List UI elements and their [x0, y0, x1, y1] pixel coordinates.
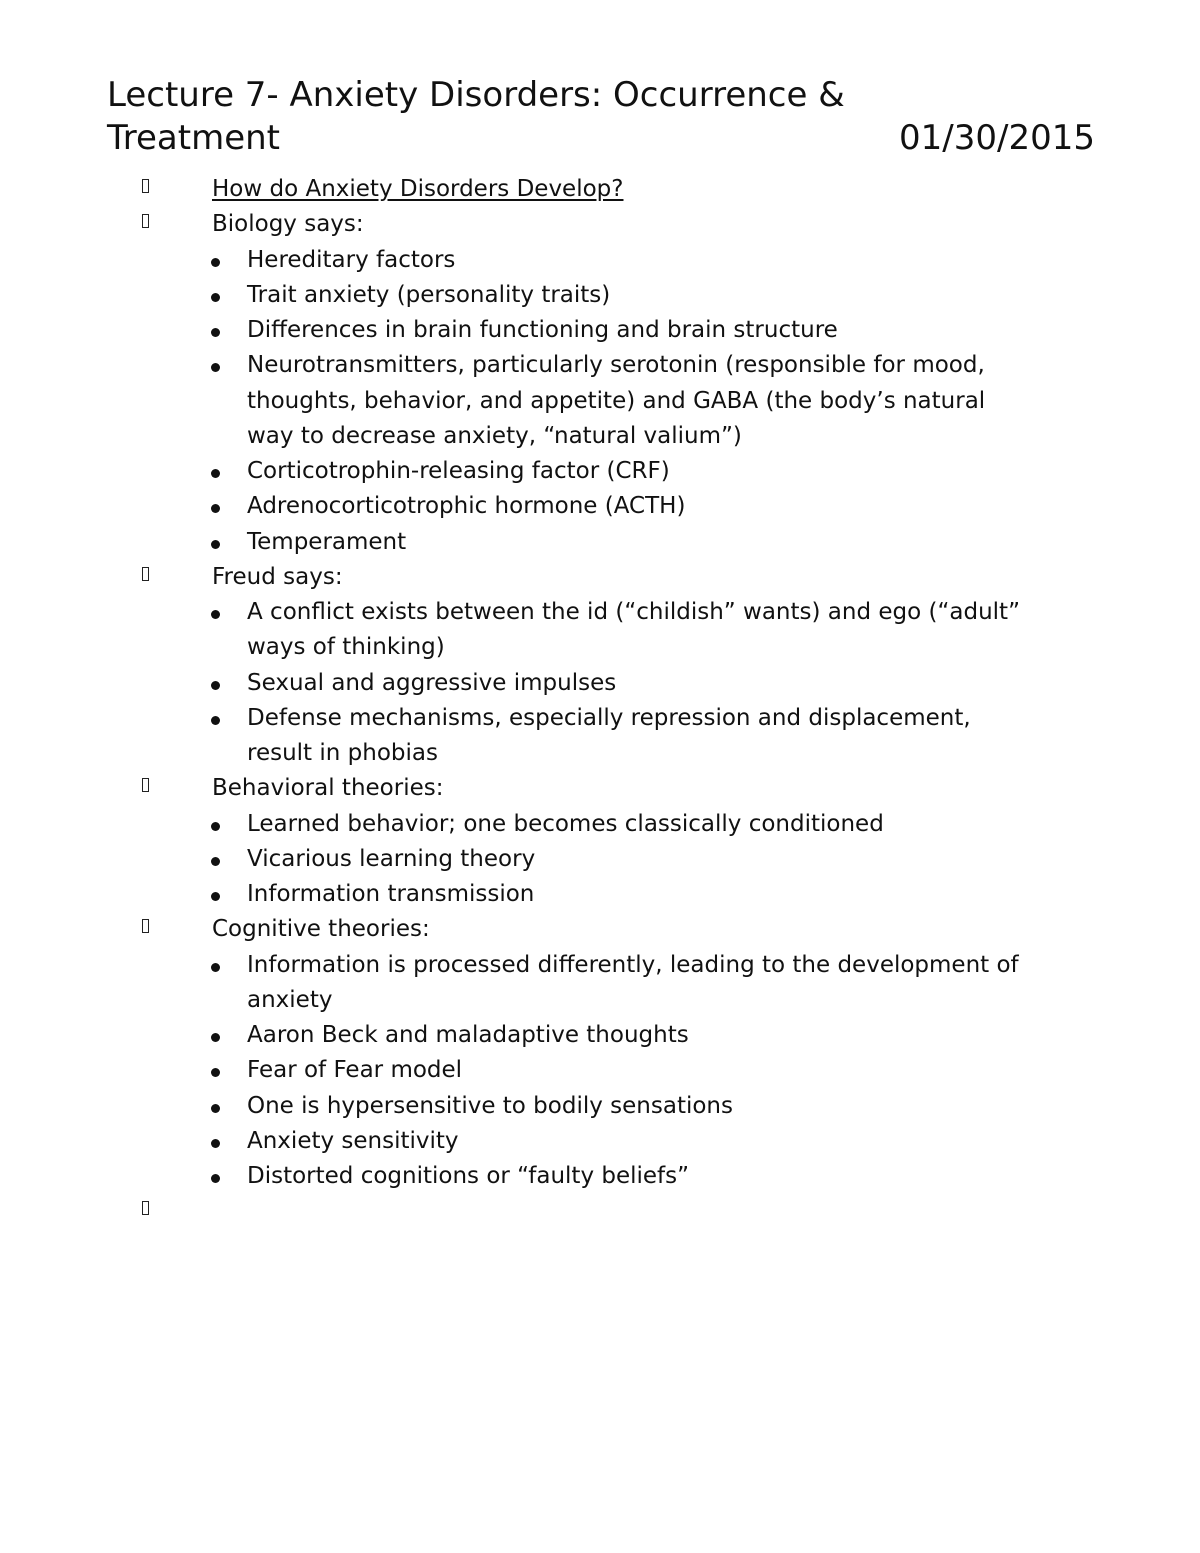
list-item-text: Corticotrophin-releasing factor (CRF): [247, 458, 670, 484]
bullet-icon: [211, 504, 220, 513]
square-marker-icon: [142, 919, 149, 933]
outline-heading: How do Anxiety Disorders Develop?: [212, 176, 624, 202]
list-item: [0, 877, 1200, 912]
square-marker-icon: [142, 1201, 149, 1215]
list-item: [0, 1089, 1200, 1124]
bullet-icon: [211, 363, 220, 372]
list-item-text: Differences in brain functioning and brain structure: [247, 317, 838, 343]
list-item-continuation: [0, 630, 1200, 665]
list-item-text: Vicarious learning theory: [247, 845, 536, 872]
list-item-text: way to decrease anxiety, “natural valium”): [247, 422, 742, 449]
bullet-icon: [211, 1068, 220, 1077]
section-label: Cognitive theories:: [212, 916, 430, 943]
list-item-text: anxiety: [247, 986, 333, 1013]
outline-heading-row: [0, 172, 1200, 207]
list-item-text: Information transmission: [247, 881, 535, 907]
list-item-text: Defense mechanisms, especially repression and displacement,: [247, 704, 971, 731]
list-item-text: Neurotransmitters, particularly serotonin (responsible for mood,: [247, 352, 985, 379]
list-item-text: ways of thinking): [247, 634, 445, 661]
list-item-text: A conflict exists between the id (“childish” wants) and ego (“adult”: [247, 599, 1020, 625]
page-title: [107, 74, 1095, 160]
list-item-text: Sexual and aggressive impulses: [247, 669, 617, 696]
list-item-text: Temperament: [247, 528, 407, 555]
section-freud: [0, 560, 1200, 595]
list-item-text: Fear of Fear model: [247, 1057, 463, 1084]
title-treatment: Treatment: [107, 118, 281, 158]
bullet-icon: [211, 258, 220, 267]
section-biology: [0, 207, 1200, 242]
list-item-text: Anxiety sensitivity: [247, 1127, 459, 1154]
lecture-date: 01/30/2015: [899, 118, 1095, 158]
list-item: [0, 842, 1200, 877]
bullet-icon: [211, 328, 220, 337]
bullet-icon: [211, 892, 220, 901]
square-marker-icon: [142, 214, 149, 228]
bullet-icon: [211, 681, 220, 690]
list-item-text: Adrenocorticotrophic hormone (ACTH): [247, 493, 686, 520]
list-item: [0, 1053, 1200, 1088]
list-item: [0, 701, 1200, 736]
title-line-2: [107, 117, 1095, 160]
list-item: [0, 948, 1200, 983]
list-item: [0, 348, 1200, 383]
list-item-continuation: [0, 983, 1200, 1018]
square-marker-icon: [142, 567, 149, 581]
list-item-text: Distorted cognitions or “faulty beliefs”: [247, 1163, 690, 1189]
list-item-continuation: [0, 384, 1200, 419]
empty-outline-item: [0, 1194, 1200, 1229]
list-item: [0, 1018, 1200, 1053]
list-item: [0, 807, 1200, 842]
list-item: [0, 666, 1200, 701]
list-item-continuation: [0, 736, 1200, 771]
list-item-text: Learned behavior; one becomes classically conditioned: [247, 810, 884, 837]
title-line-1: Lecture 7- Anxiety Disorders: Occurrence &: [107, 75, 845, 115]
square-marker-icon: [142, 778, 149, 792]
bullet-icon: [211, 540, 220, 549]
bullet-icon: [211, 1174, 220, 1183]
bullet-icon: [211, 1033, 220, 1042]
list-item: [0, 525, 1200, 560]
list-item-text: One is hypersensitive to bodily sensations: [247, 1092, 733, 1119]
list-item-text: result in phobias: [247, 740, 438, 766]
bullet-icon: [211, 610, 220, 619]
list-item-text: Aaron Beck and maladaptive thoughts: [247, 1022, 689, 1048]
section-label: Biology says:: [212, 211, 364, 238]
bullet-icon: [211, 716, 220, 725]
list-item: [0, 1124, 1200, 1159]
list-item-text: Information is processed differently, leading to the development of: [247, 951, 1019, 978]
list-item-text: Trait anxiety (personality traits): [247, 281, 611, 308]
list-item-continuation: [0, 419, 1200, 454]
bullet-icon: [211, 822, 220, 831]
list-item-text: Hereditary factors: [247, 246, 456, 273]
square-marker-icon: [142, 179, 149, 193]
list-item: [0, 313, 1200, 348]
section-behavioral: [0, 771, 1200, 806]
bullet-icon: [211, 1104, 220, 1113]
list-item: [0, 489, 1200, 524]
list-item: [0, 595, 1200, 630]
section-label: Behavioral theories:: [212, 775, 444, 802]
bullet-icon: [211, 469, 220, 478]
list-item-text: thoughts, behavior, and appetite) and GABA (the body’s natural: [247, 387, 986, 414]
section-label: Freud says:: [212, 563, 343, 590]
notes-outline: [0, 172, 1200, 1230]
bullet-icon: [211, 1139, 220, 1148]
list-item: [0, 278, 1200, 313]
list-item: [0, 243, 1200, 278]
list-item: [0, 454, 1200, 489]
bullet-icon: [211, 857, 220, 866]
section-cognitive: [0, 912, 1200, 947]
list-item: [0, 1159, 1200, 1194]
bullet-icon: [211, 293, 220, 302]
bullet-icon: [211, 963, 220, 972]
